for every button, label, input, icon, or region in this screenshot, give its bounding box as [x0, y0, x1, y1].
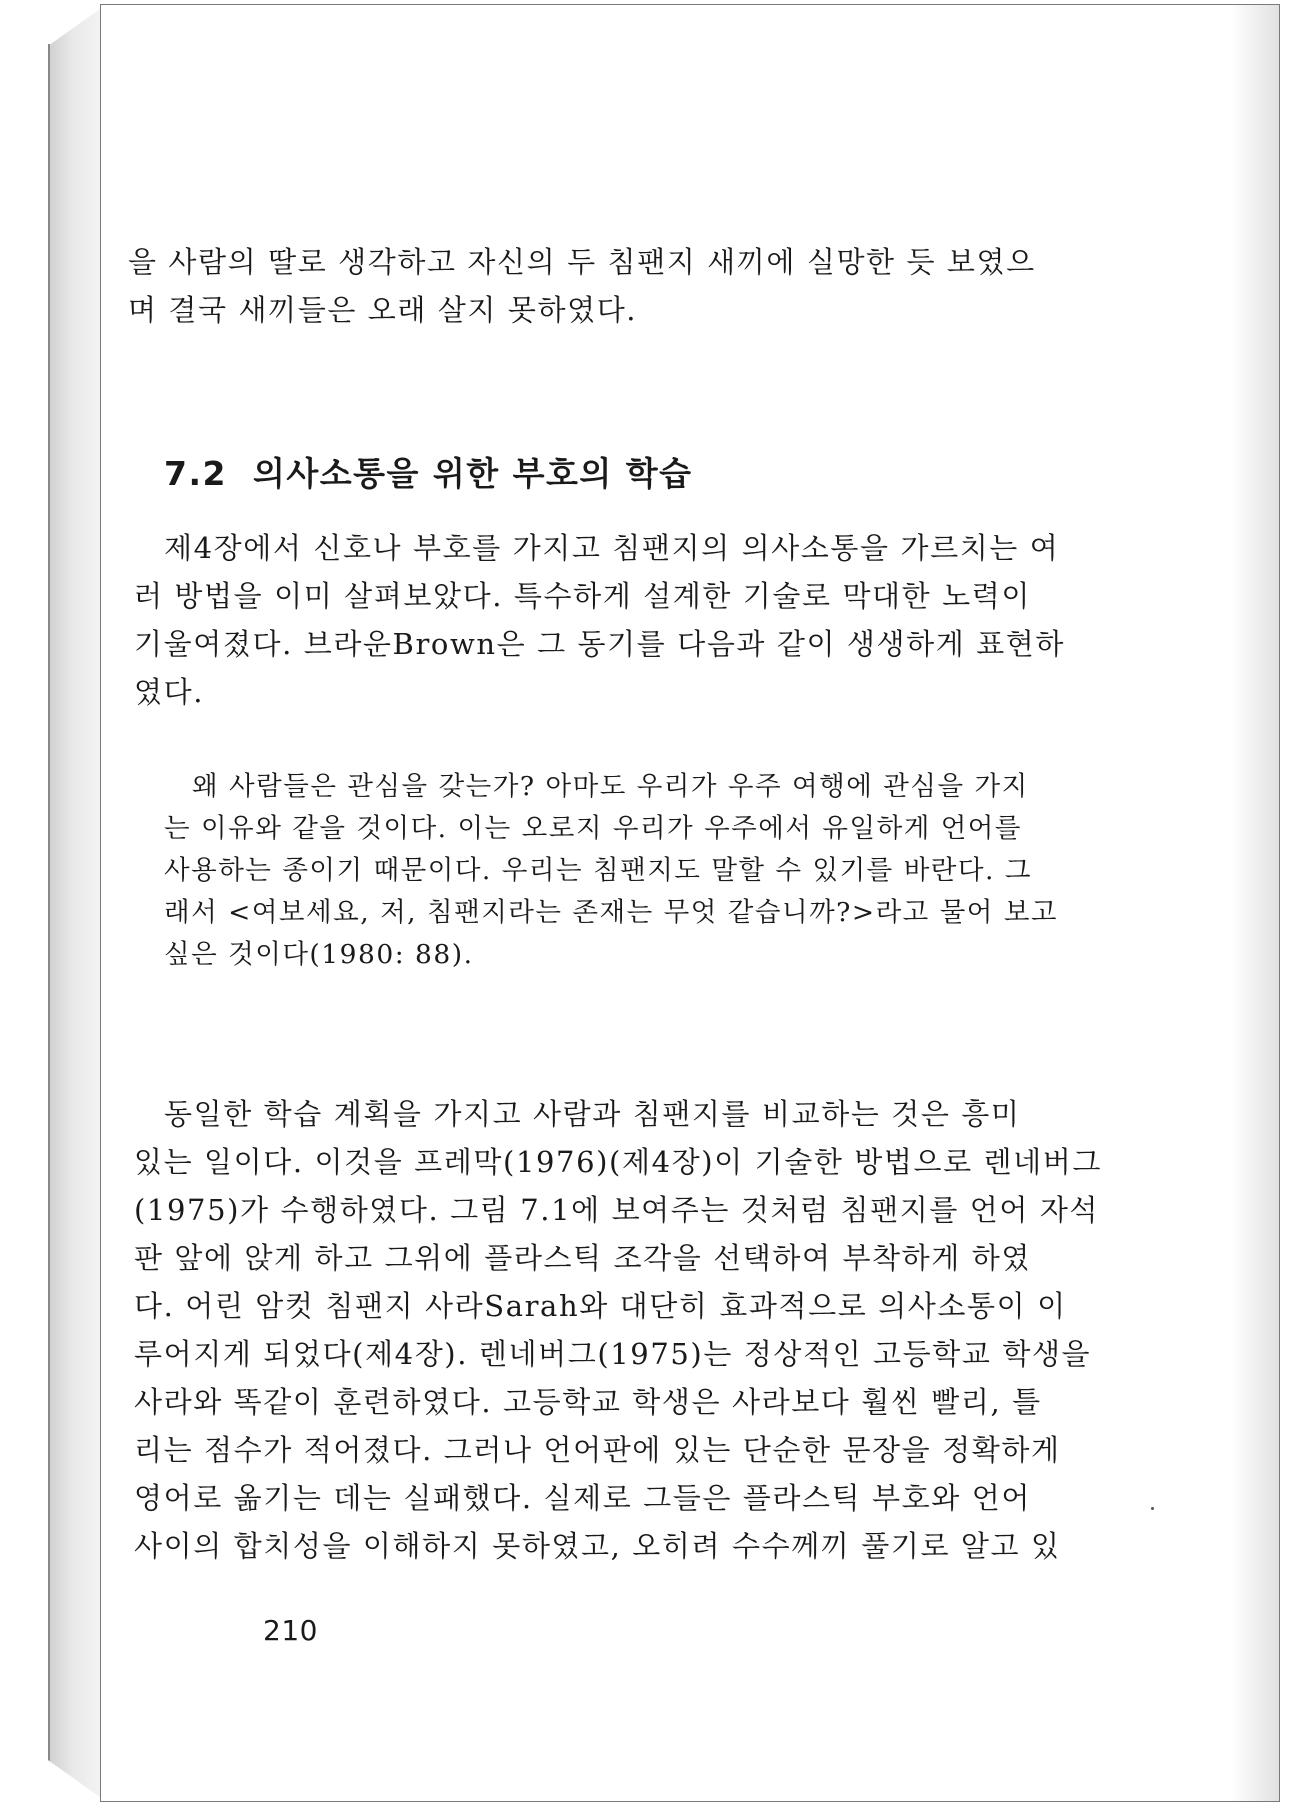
page-number: 210: [263, 1614, 318, 1647]
quote-line: 사용하는 종이기 때문이다. 우리는 침팬지도 말할 수 있기를 바란다. 그: [164, 855, 1032, 886]
text-line: 기울여졌다. 브라운Brown은 그 동기를 다음과 같이 생생하게 표현하: [134, 627, 1066, 661]
page-shadow: [1231, 5, 1279, 1801]
section-title: 의사소통을 위한 부호의 학습: [252, 454, 693, 493]
book-spine: [48, 6, 104, 1800]
text-line: 며 결국 새끼들은 오래 살지 못하였다.: [128, 293, 638, 327]
text-line: (1975)가 수행하였다. 그림 7.1에 보여주는 것처럼 침팬지를 언어 자석: [134, 1193, 1100, 1227]
paragraph-1: [134, 524, 1128, 716]
text-line: 을 사람의 딸로 생각하고 자신의 두 침팬지 새끼에 실망한 듯 보였으: [128, 245, 1036, 279]
text-line: 사라와 똑같이 훈련하였다. 고등학교 학생은 사라보다 훨씬 빨리, 틀: [134, 1385, 1042, 1419]
intro-paragraph: [128, 238, 1128, 334]
section-heading: [164, 448, 692, 495]
text-line: 러 방법을 이미 살펴보았다. 특수하게 설계한 기술로 막대한 노력이: [134, 579, 1031, 613]
quote-line: 싶은 것이다(1980: 88).: [164, 939, 474, 970]
text-line: 동일한 학습 계획을 가지고 사람과 침팬지를 비교하는 것은 흥미: [164, 1097, 1021, 1131]
text-line: 판 앞에 앉게 하고 그위에 플라스틱 조각을 선택하여 부착하게 하였: [134, 1241, 1031, 1275]
text-line: 다. 어린 암컷 침팬지 사라Sarah와 대단히 효과적으로 의사소통이 이: [134, 1289, 1067, 1323]
stray-mark: [1151, 1507, 1154, 1510]
block-quote: [164, 766, 1158, 976]
text-line: 루어지게 되었다(제4장). 렌네버그(1975)는 정상적인 고등학교 학생을: [134, 1337, 1092, 1371]
quote-line: 래서 <여보세요, 저, 침팬지라는 존재는 무엇 같습니까?>라고 물어 보고: [164, 897, 1059, 928]
quote-line: 왜 사람들은 관심을 갖는가? 아마도 우리가 우주 여행에 관심을 가지: [192, 771, 1029, 802]
text-line: 였다.: [134, 675, 205, 709]
text-line: 사이의 합치성을 이해하지 못하였고, 오히려 수수께끼 풀기로 알고 있: [134, 1529, 1061, 1563]
quote-line: 는 이유와 같을 것이다. 이는 오로지 우리가 우주에서 유일하게 언어를: [164, 813, 1023, 844]
section-number: 7.2: [164, 454, 227, 493]
spine-edge: [48, 44, 50, 1760]
paragraph-2: [134, 1090, 1128, 1570]
text-line: 제4장에서 신호나 부호를 가지고 침팬지의 의사소통을 가르치는 여: [164, 531, 1060, 565]
text-line: 영어로 옮기는 데는 실패했다. 실제로 그들은 플라스틱 부호와 언어: [134, 1481, 1031, 1515]
text-line: 있는 일이다. 이것을 프레막(1976)(제4장)이 기술한 방법으로 렌네버그: [134, 1145, 1102, 1179]
text-line: 리는 점수가 적어졌다. 그러나 언어판에 있는 단순한 문장을 정확하게: [134, 1433, 1061, 1467]
